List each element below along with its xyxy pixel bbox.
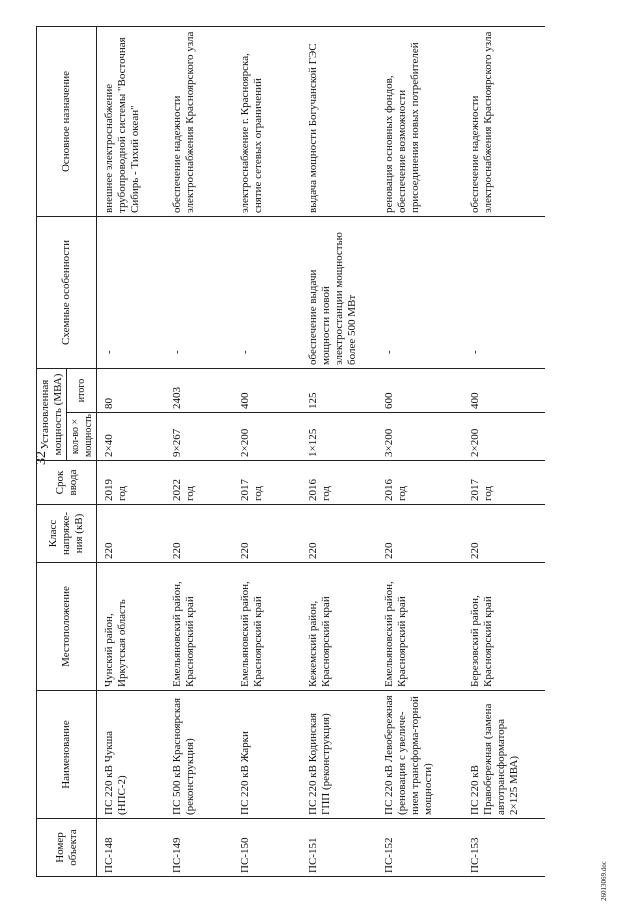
header-capacity: Установленная мощность (МВА) <box>37 368 67 460</box>
header-voltage: Класс напряже-ния (кВ) <box>37 505 97 563</box>
cell-number: ПС-153 <box>463 819 545 877</box>
cell-voltage: 220 <box>233 505 301 563</box>
cell-location: Березовский район, Красноярский край <box>463 563 545 691</box>
cell-purpose: обеспечение надежности электроснабжения Красноярского узла <box>165 26 233 216</box>
objects-table <box>36 26 545 877</box>
cell-location: Емельяновский район, Красноярский край <box>233 563 301 691</box>
cell-total: 400 <box>463 368 545 412</box>
cell-term: 2019 год <box>97 461 165 505</box>
cell-name: ПС 220 кВ Чукша (НПС-2) <box>97 691 165 819</box>
table-row <box>301 26 377 876</box>
cell-features: - <box>377 216 463 368</box>
header-capacity-qty: кол-во × мощность <box>67 413 97 461</box>
cell-voltage: 220 <box>97 505 165 563</box>
header-number: Номер объекта <box>37 819 97 877</box>
cell-voltage: 220 <box>165 505 233 563</box>
cell-location: Емельяновский район, Красноярский край <box>165 563 233 691</box>
cell-term: 2016 год <box>377 461 463 505</box>
cell-total: 80 <box>97 368 165 412</box>
cell-qty: 3×200 <box>377 413 463 461</box>
header-capacity-total: итого <box>67 368 97 412</box>
footer-filename: 26013069.doc <box>600 861 608 901</box>
cell-voltage: 220 <box>377 505 463 563</box>
table-row <box>165 26 233 876</box>
cell-features: обеспечение выдачи мощности новой электростанции мощностью более 500 МВт <box>301 216 377 368</box>
cell-features: - <box>97 216 165 368</box>
objects-table-wrapper <box>36 27 545 877</box>
cell-qty: 1×125 <box>301 413 377 461</box>
cell-number: ПС-151 <box>301 819 377 877</box>
cell-term: 2016 год <box>301 461 377 505</box>
cell-number: ПС-149 <box>165 819 233 877</box>
cell-total: 400 <box>233 368 301 412</box>
page-number: 32 <box>34 451 49 465</box>
cell-qty: 9×267 <box>165 413 233 461</box>
table-row <box>97 26 165 876</box>
header-features: Схемные особенности <box>37 216 97 368</box>
cell-voltage: 220 <box>463 505 545 563</box>
header-term: Срок ввода <box>37 461 97 505</box>
cell-qty: 2×200 <box>233 413 301 461</box>
cell-purpose: внешнее электроснабжение трубопроводной системы "Восточная Сибирь - Тихий океан" <box>97 26 165 216</box>
cell-number: ПС-152 <box>377 819 463 877</box>
cell-total: 125 <box>301 368 377 412</box>
cell-total: 2403 <box>165 368 233 412</box>
cell-term: 2022 год <box>165 461 233 505</box>
header-location: Местоположение <box>37 563 97 691</box>
cell-purpose: обеспечение надежности электроснабжения Красноярского узла <box>463 26 545 216</box>
cell-name: ПС 220 кВ Правобережная (замена автотрансформатора 2×125 МВА) <box>463 691 545 819</box>
cell-name: ПС 220 кВ Жарки <box>233 691 301 819</box>
cell-qty: 2×200 <box>463 413 545 461</box>
cell-voltage: 220 <box>301 505 377 563</box>
cell-name: ПС 220 кВ Кодинская ГПП (реконструкция) <box>301 691 377 819</box>
cell-qty: 2×40 <box>97 413 165 461</box>
cell-name: ПС 220 кВ Левобережная (реновация с увеличе-нием трансформа-торной мощности) <box>377 691 463 819</box>
table-row <box>377 26 463 876</box>
table-row <box>463 26 545 876</box>
cell-term: 2017 год <box>463 461 545 505</box>
cell-location: Кежемский район, Красноярский край <box>301 563 377 691</box>
cell-number: ПС-150 <box>233 819 301 877</box>
cell-purpose: выдача мощности Богучанской ГЭС <box>301 26 377 216</box>
header-name: Наименование <box>37 691 97 819</box>
cell-location: Чунский район, Иркутская область <box>97 563 165 691</box>
cell-total: 600 <box>377 368 463 412</box>
cell-purpose: электроснабжение г. Красноярска, снятие сетевых ограничений <box>233 26 301 216</box>
cell-name: ПС 500 кВ Красноярская (реконструкция) <box>165 691 233 819</box>
cell-purpose: реновация основных фондов, обеспечение возможности присоединения новых потребителей <box>377 26 463 216</box>
cell-features: - <box>463 216 545 368</box>
cell-location: Емельяновский район, Красноярский край <box>377 563 463 691</box>
cell-features: - <box>233 216 301 368</box>
cell-number: ПС-148 <box>97 819 165 877</box>
cell-term: 2017 год <box>233 461 301 505</box>
header-purpose: Основное назначение <box>37 26 97 216</box>
table-row <box>233 26 301 876</box>
cell-features: - <box>165 216 233 368</box>
